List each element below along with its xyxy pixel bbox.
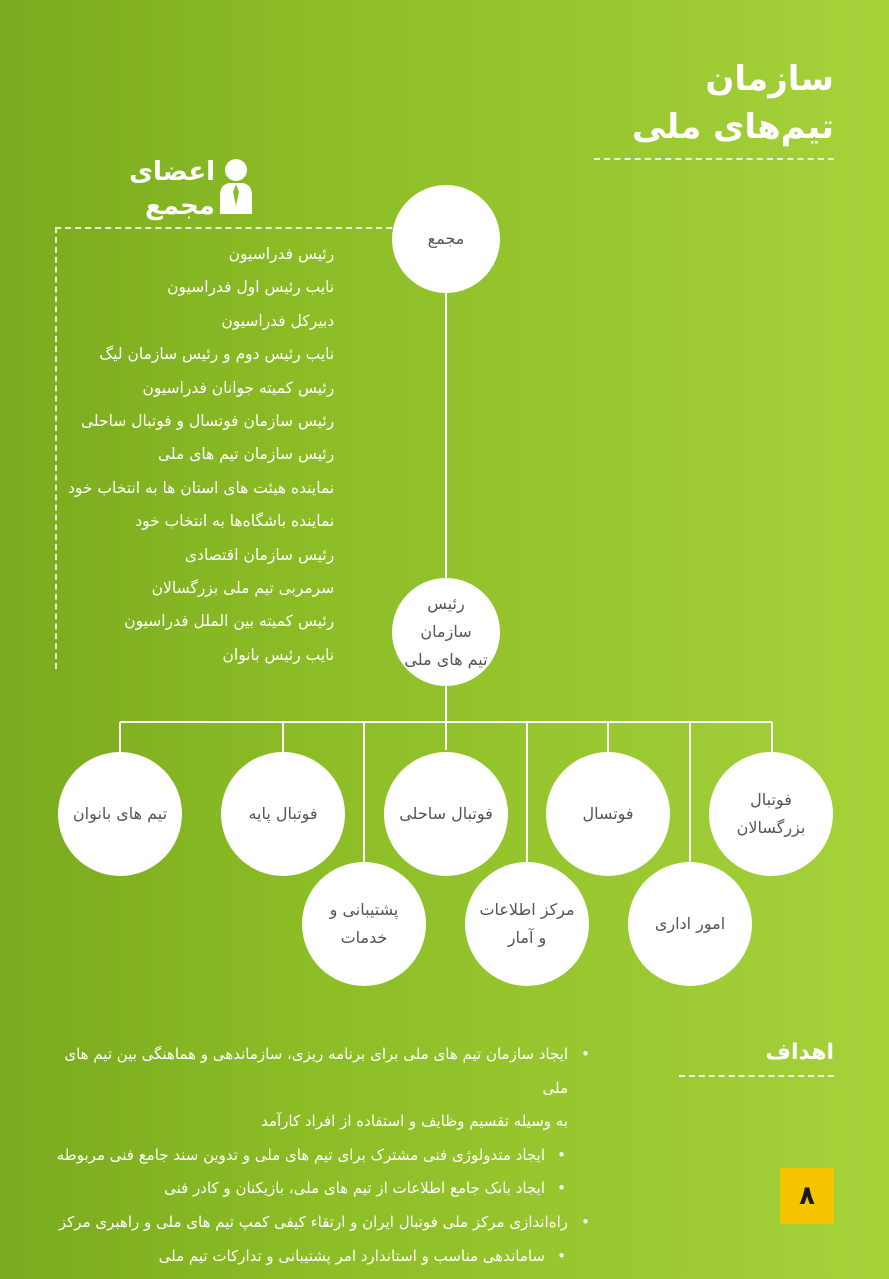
member-item: نماینده هیئت های استان ها به انتخاب خود: [68, 478, 335, 497]
members-heading-line-1: اعضای: [129, 157, 215, 187]
member-item: نایب رئیس اول فدراسیون: [167, 278, 335, 297]
goal-item: • ساماندهی مناسب و استاندارد امر پشتیبانی و تدارکات تیم ملی: [55, 1240, 590, 1274]
node-assembly-label: مجمع: [427, 229, 465, 248]
title-divider: [594, 158, 834, 160]
title-line-1: سازمان: [705, 59, 834, 99]
node-administration: [628, 862, 752, 986]
goals-divider: [679, 1075, 834, 1077]
node-futsal-label: فوتسال: [582, 804, 634, 823]
node-organization-head-label: رئیس سازمان تیم های ملی: [404, 594, 488, 669]
goals-heading: اهداف: [765, 1040, 834, 1065]
person-icon: [218, 156, 254, 216]
node-information-center-label: مرکز اطلاعات و آمار: [479, 900, 575, 947]
members-heading: [55, 155, 215, 223]
node-assembly: [392, 185, 500, 293]
node-support-services-label: پشتیبانی و خدمات: [329, 900, 399, 947]
goal-item: • ایجاد سازمان تیم های ملی برای برنامه ریزی، سازماندهی و هماهنگی بین تیم های ملی: [55, 1038, 590, 1105]
node-organization-head: [392, 578, 500, 686]
node-futsal: [546, 752, 670, 876]
page-number-badge: ۸: [780, 1168, 834, 1224]
goal-item: • راه‌اندازی مرکز ملی فوتبال ایران و ارتقاء کیفی کمپ تیم های ملی و راهبری مرکز: [55, 1206, 590, 1240]
member-item: نماینده باشگاه‌ها به انتخاب خود: [135, 512, 335, 531]
node-women-teams: [58, 752, 182, 876]
member-item: رئیس کمیته جوانان فدراسیون: [142, 378, 335, 397]
member-item: رئیس سازمان اقتصادی: [184, 545, 335, 564]
goal-item-continuation: به وسیله تقسیم وظایف و استفاده از افراد کارآمد: [261, 1112, 568, 1131]
node-administration-label: امور اداری: [654, 914, 726, 933]
node-women-teams-label: تیم های بانوان: [72, 804, 168, 823]
member-item: نایب رئیس دوم و رئیس سازمان لیگ: [99, 345, 335, 364]
node-senior-football-label: فوتبال بزرگسالان: [736, 790, 806, 837]
title-line-2: تیم‌های ملی: [632, 107, 834, 147]
page-title: [632, 55, 834, 151]
member-item: سرمربی تیم ملی بزرگسالان: [151, 579, 335, 598]
members-heading-line-2: مجمع: [144, 191, 215, 221]
member-item: رئیس سازمان فوتسال و فوتبال ساحلی: [80, 412, 335, 431]
members-list: [68, 238, 334, 672]
goals-list: [55, 1038, 590, 1273]
member-item: دبیرکل فدراسیون: [221, 311, 335, 330]
member-item: رئیس کمیته بین الملل فدراسیون: [124, 612, 335, 631]
node-information-center: [465, 862, 589, 986]
member-item: رئیس سازمان تیم های ملی: [157, 445, 335, 464]
member-item: نایب رئیس بانوان: [222, 645, 335, 664]
node-support-services: [302, 862, 426, 986]
node-youth-football: [221, 752, 345, 876]
goal-item: • ایجاد بانک جامع اطلاعات از تیم های ملی، بازیکنان و کادر فنی: [55, 1172, 590, 1206]
node-beach-football: [384, 752, 508, 876]
member-item: رئیس فدراسیون: [228, 245, 335, 263]
node-senior-football: [709, 752, 833, 876]
node-beach-football-label: فوتبال ساحلی: [399, 804, 493, 823]
goal-item: • ایجاد متدولوژی فنی مشترک برای تیم های ملی و تدوین سند جامع فنی مربوطه: [55, 1139, 590, 1173]
node-youth-football-label: فوتبال پایه: [248, 804, 318, 823]
